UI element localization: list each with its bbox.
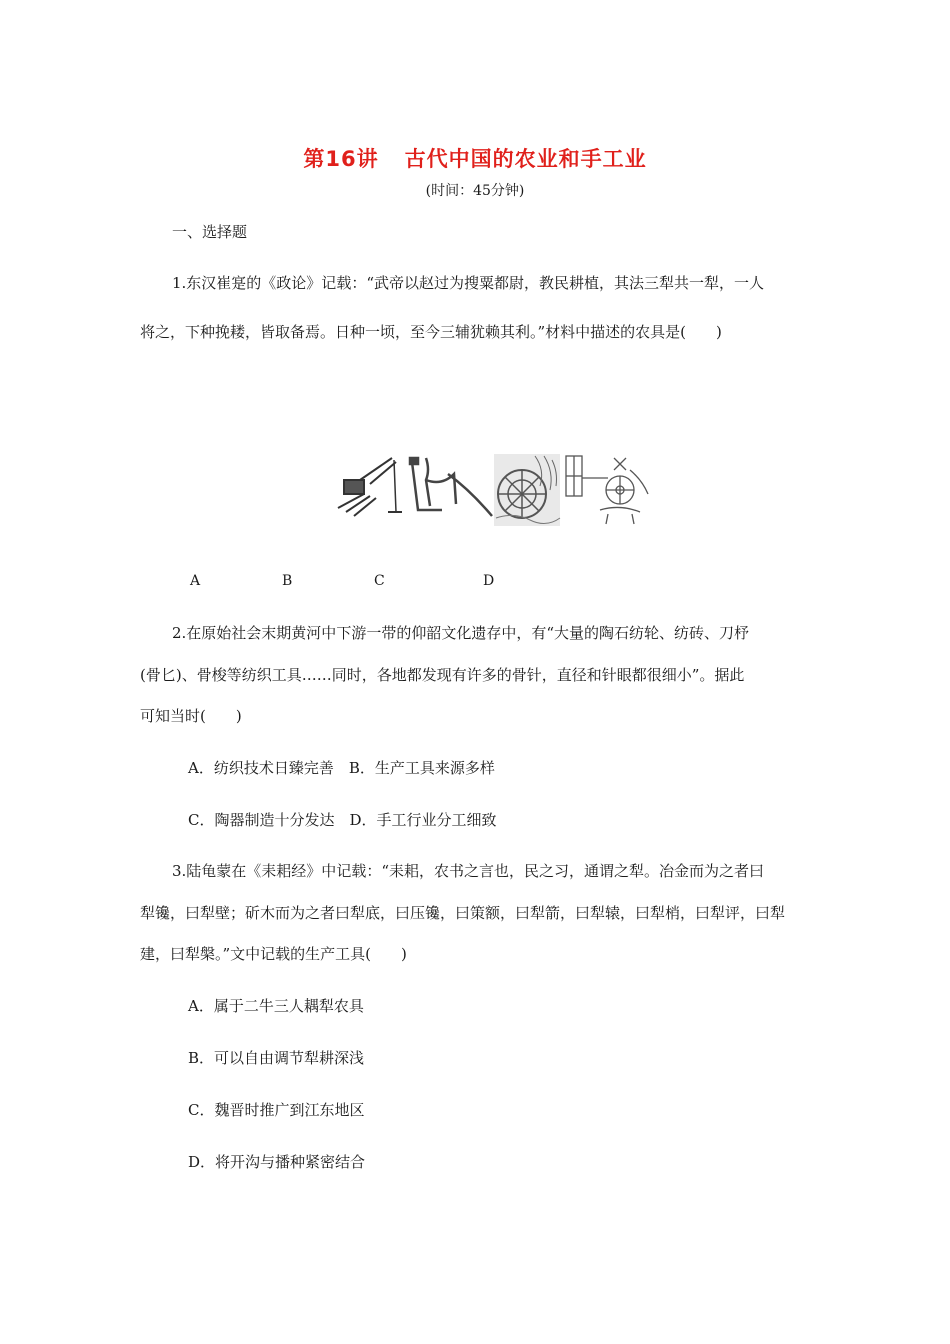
question-3-option-a: A．属于二牛三人耦犁农具 [188, 997, 364, 1015]
page-title [0, 143, 950, 173]
question-2-options-cd: C．陶器制造十分发达 D．手工行业分工细致 [188, 811, 497, 829]
question-3-option-d: D．将开沟与播种紧密结合 [188, 1153, 366, 1171]
question-3-line-3: 建，曰犁槃。”文中记载的生产工具( ) [140, 945, 407, 963]
question-1-figure [330, 450, 652, 528]
option-label-a: A [190, 573, 201, 589]
question-1-line-2: 将之，下种挽耧，皆取备焉。日种一顷，至今三辅犹赖其利。”材料中描述的农具是( ) [140, 323, 722, 341]
question-3-line-2: 犁镵，曰犁壁；斫木而为之者曰犁底，曰压镵，曰策额，曰犁箭，曰犁辕，曰犁梢，曰犁评，曰犁 [140, 904, 786, 922]
time-limit: (时间：45分钟) [425, 183, 525, 199]
option-label-d: D [483, 573, 495, 589]
lesson-number: 第16讲 [303, 147, 379, 171]
question-2-line-1: 2.在原始社会末期黄河中下游一带的仰韶文化遗存中，有“大量的陶石纺轮、纺砖、刀杼 [172, 624, 749, 642]
lesson-title: 古代中国的农业和手工业 [404, 147, 647, 171]
section-heading: 一、选择题 [172, 223, 248, 241]
curved-plow-icon [410, 458, 492, 516]
question-2-options-ab: A．纺织技术日臻完善 B．生产工具来源多样 [188, 759, 495, 777]
question-3-line-1: 3.陆龟蒙在《耒耜经》中记载：“耒耜，农书之言也，民之习，通谓之犁。冶金而为之者曰 [172, 862, 764, 880]
option-label-b: B [282, 573, 293, 589]
seed-drill-icon [338, 458, 402, 516]
spinning-machine-icon [566, 456, 648, 524]
question-3-option-b: B．可以自由调节犁耕深浅 [188, 1049, 365, 1067]
question-2-line-2: (骨匕)、骨梭等纺织工具……同时，各地都发现有许多的骨针，直径和针眼都很细小”。据此 [140, 666, 745, 684]
option-label-c: C [374, 573, 385, 589]
water-wheel-icon [494, 454, 560, 526]
question-2-line-3: 可知当时( ) [140, 707, 242, 725]
question-3-option-c: C．魏晋时推广到江东地区 [188, 1101, 365, 1119]
question-1-line-1: 1.东汉崔寔的《政论》记载：“武帝以赵过为搜粟都尉，教民耕植，其法三犁共一犁，一人 [172, 274, 764, 292]
